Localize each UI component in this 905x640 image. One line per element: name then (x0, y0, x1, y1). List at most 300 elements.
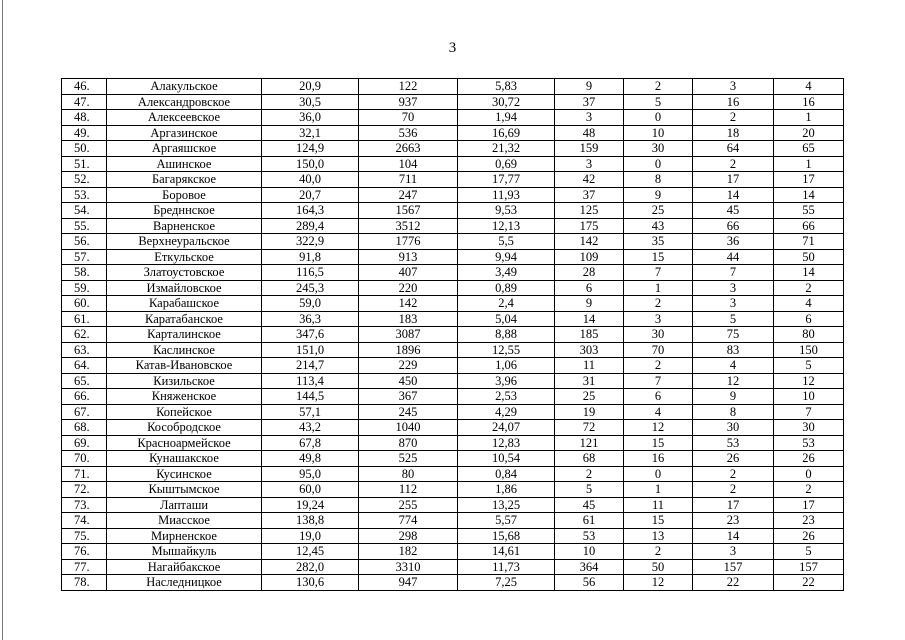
value-cell: 17 (693, 497, 774, 513)
value-cell: 59,0 (262, 296, 359, 312)
value-cell: 7,25 (458, 575, 555, 591)
value-cell: 17 (774, 172, 844, 188)
row-number-cell: 75. (62, 528, 107, 544)
value-cell: 913 (359, 249, 458, 265)
value-cell: 2 (624, 296, 693, 312)
value-cell: 26 (693, 451, 774, 467)
row-number-cell: 54. (62, 203, 107, 219)
value-cell: 37 (555, 94, 624, 110)
value-cell: 70 (624, 342, 693, 358)
value-cell: 4 (774, 79, 844, 95)
value-cell: 125 (555, 203, 624, 219)
value-cell: 247 (359, 187, 458, 203)
value-cell: 536 (359, 125, 458, 141)
value-cell: 1896 (359, 342, 458, 358)
value-cell: 80 (359, 466, 458, 482)
value-cell: 0 (624, 156, 693, 172)
value-cell: 18 (693, 125, 774, 141)
district-name-cell: Кыштымское (107, 482, 262, 498)
value-cell: 2 (624, 79, 693, 95)
value-cell: 72 (555, 420, 624, 436)
row-number-cell: 78. (62, 575, 107, 591)
value-cell: 112 (359, 482, 458, 498)
value-cell: 4 (624, 404, 693, 420)
value-cell: 182 (359, 544, 458, 560)
value-cell: 150 (774, 342, 844, 358)
district-name-cell: Красноармейское (107, 435, 262, 451)
value-cell: 57,1 (262, 404, 359, 420)
value-cell: 32,1 (262, 125, 359, 141)
row-number-cell: 48. (62, 110, 107, 126)
value-cell: 10 (774, 389, 844, 405)
table-row (62, 497, 844, 513)
table-row (62, 482, 844, 498)
value-cell: 43 (624, 218, 693, 234)
value-cell: 150,0 (262, 156, 359, 172)
table-row (62, 296, 844, 312)
value-cell: 19 (555, 404, 624, 420)
value-cell: 7 (774, 404, 844, 420)
value-cell: 298 (359, 528, 458, 544)
table-row (62, 218, 844, 234)
value-cell: 159 (555, 141, 624, 157)
value-cell: 245,3 (262, 280, 359, 296)
value-cell: 26 (774, 451, 844, 467)
table-row (62, 389, 844, 405)
value-cell: 17 (774, 497, 844, 513)
district-name-cell: Ашинское (107, 156, 262, 172)
value-cell: 15,68 (458, 528, 555, 544)
value-cell: 0 (624, 466, 693, 482)
district-name-cell: Алексеевское (107, 110, 262, 126)
value-cell: 12 (624, 420, 693, 436)
value-cell: 56 (555, 575, 624, 591)
value-cell: 121 (555, 435, 624, 451)
value-cell: 15 (624, 435, 693, 451)
row-number-cell: 50. (62, 141, 107, 157)
value-cell: 40,0 (262, 172, 359, 188)
table-row (62, 327, 844, 343)
district-name-cell: Кособродское (107, 420, 262, 436)
value-cell: 61 (555, 513, 624, 529)
district-name-cell: Кусинское (107, 466, 262, 482)
value-cell: 20,7 (262, 187, 359, 203)
value-cell: 6 (555, 280, 624, 296)
district-name-cell: Алакульское (107, 79, 262, 95)
page-edge-line (2, 0, 3, 640)
value-cell: 142 (359, 296, 458, 312)
value-cell: 20 (774, 125, 844, 141)
value-cell: 407 (359, 265, 458, 281)
value-cell: 322,9 (262, 234, 359, 250)
value-cell: 164,3 (262, 203, 359, 219)
value-cell: 4 (774, 296, 844, 312)
value-cell: 9 (555, 296, 624, 312)
district-name-cell: Златоустовское (107, 265, 262, 281)
value-cell: 0 (774, 466, 844, 482)
value-cell: 1,06 (458, 358, 555, 374)
value-cell: 347,6 (262, 327, 359, 343)
row-number-cell: 57. (62, 249, 107, 265)
value-cell: 3 (693, 79, 774, 95)
value-cell: 1 (624, 482, 693, 498)
district-name-cell: Наследницкое (107, 575, 262, 591)
value-cell: 15 (624, 513, 693, 529)
district-name-cell: Миасское (107, 513, 262, 529)
value-cell: 4,29 (458, 404, 555, 420)
district-name-cell: Верхнеуральское (107, 234, 262, 250)
value-cell: 49,8 (262, 451, 359, 467)
value-cell: 24,07 (458, 420, 555, 436)
value-cell: 2 (555, 466, 624, 482)
value-cell: 14 (774, 265, 844, 281)
value-cell: 23 (693, 513, 774, 529)
district-name-cell: Лапташи (107, 497, 262, 513)
district-name-cell: Карталинское (107, 327, 262, 343)
value-cell: 7 (693, 265, 774, 281)
value-cell: 80 (774, 327, 844, 343)
row-number-cell: 73. (62, 497, 107, 513)
value-cell: 6 (624, 389, 693, 405)
value-cell: 75 (693, 327, 774, 343)
row-number-cell: 68. (62, 420, 107, 436)
value-cell: 12 (693, 373, 774, 389)
value-cell: 20,9 (262, 79, 359, 95)
value-cell: 1 (774, 110, 844, 126)
value-cell: 2 (624, 544, 693, 560)
value-cell: 8 (624, 172, 693, 188)
value-cell: 12,45 (262, 544, 359, 560)
value-cell: 3087 (359, 327, 458, 343)
value-cell: 1040 (359, 420, 458, 436)
value-cell: 2 (774, 280, 844, 296)
value-cell: 9 (624, 187, 693, 203)
row-number-cell: 62. (62, 327, 107, 343)
value-cell: 11,93 (458, 187, 555, 203)
row-number-cell: 56. (62, 234, 107, 250)
value-cell: 5,5 (458, 234, 555, 250)
value-cell: 66 (693, 218, 774, 234)
value-cell: 5 (774, 544, 844, 560)
value-cell: 30 (624, 327, 693, 343)
value-cell: 30,72 (458, 94, 555, 110)
value-cell: 11 (555, 358, 624, 374)
value-cell: 53 (693, 435, 774, 451)
value-cell: 3 (693, 296, 774, 312)
value-cell: 19,0 (262, 528, 359, 544)
value-cell: 22 (774, 575, 844, 591)
value-cell: 2,4 (458, 296, 555, 312)
row-number-cell: 66. (62, 389, 107, 405)
value-cell: 8,88 (458, 327, 555, 343)
page-number: 3 (448, 40, 457, 56)
table-row (62, 513, 844, 529)
value-cell: 220 (359, 280, 458, 296)
district-name-cell: Измайловское (107, 280, 262, 296)
value-cell: 68 (555, 451, 624, 467)
table-row (62, 575, 844, 591)
row-number-cell: 60. (62, 296, 107, 312)
value-cell: 50 (624, 559, 693, 575)
value-cell: 5 (774, 358, 844, 374)
value-cell: 255 (359, 497, 458, 513)
district-name-cell: Карабашское (107, 296, 262, 312)
value-cell: 870 (359, 435, 458, 451)
value-cell: 2663 (359, 141, 458, 157)
row-number-cell: 67. (62, 404, 107, 420)
table-row (62, 94, 844, 110)
value-cell: 12,55 (458, 342, 555, 358)
value-cell: 130,6 (262, 575, 359, 591)
value-cell: 16,69 (458, 125, 555, 141)
value-cell: 151,0 (262, 342, 359, 358)
value-cell: 1776 (359, 234, 458, 250)
value-cell: 30 (774, 420, 844, 436)
value-cell: 16 (624, 451, 693, 467)
data-table (61, 78, 844, 591)
value-cell: 9 (555, 79, 624, 95)
value-cell: 2 (693, 466, 774, 482)
value-cell: 35 (624, 234, 693, 250)
value-cell: 11,73 (458, 559, 555, 575)
value-cell: 183 (359, 311, 458, 327)
value-cell: 367 (359, 389, 458, 405)
row-number-cell: 76. (62, 544, 107, 560)
value-cell: 214,7 (262, 358, 359, 374)
value-cell: 7 (624, 373, 693, 389)
value-cell: 21,32 (458, 141, 555, 157)
value-cell: 6 (774, 311, 844, 327)
value-cell: 947 (359, 575, 458, 591)
value-cell: 138,8 (262, 513, 359, 529)
row-number-cell: 47. (62, 94, 107, 110)
table-row (62, 249, 844, 265)
value-cell: 28 (555, 265, 624, 281)
district-name-cell: Каслинское (107, 342, 262, 358)
value-cell: 711 (359, 172, 458, 188)
value-cell: 525 (359, 451, 458, 467)
district-name-cell: Бредннское (107, 203, 262, 219)
value-cell: 48 (555, 125, 624, 141)
value-cell: 157 (693, 559, 774, 575)
row-number-cell: 46. (62, 79, 107, 95)
row-number-cell: 72. (62, 482, 107, 498)
row-number-cell: 55. (62, 218, 107, 234)
value-cell: 3 (693, 280, 774, 296)
district-name-cell: Еткульское (107, 249, 262, 265)
value-cell: 116,5 (262, 265, 359, 281)
value-cell: 3 (624, 311, 693, 327)
table-row (62, 311, 844, 327)
value-cell: 3 (555, 156, 624, 172)
table-row (62, 234, 844, 250)
table-row (62, 79, 844, 95)
value-cell: 14 (693, 528, 774, 544)
row-number-cell: 58. (62, 265, 107, 281)
value-cell: 95,0 (262, 466, 359, 482)
value-cell: 0 (624, 110, 693, 126)
table-row (62, 404, 844, 420)
table-row (62, 342, 844, 358)
value-cell: 5 (624, 94, 693, 110)
table-row (62, 528, 844, 544)
value-cell: 26 (774, 528, 844, 544)
row-number-cell: 64. (62, 358, 107, 374)
district-name-cell: Аргазинское (107, 125, 262, 141)
value-cell: 2 (774, 482, 844, 498)
value-cell: 23 (774, 513, 844, 529)
value-cell: 1,94 (458, 110, 555, 126)
district-name-cell: Боровое (107, 187, 262, 203)
value-cell: 0,84 (458, 466, 555, 482)
value-cell: 229 (359, 358, 458, 374)
value-cell: 10 (555, 544, 624, 560)
value-cell: 1,86 (458, 482, 555, 498)
value-cell: 43,2 (262, 420, 359, 436)
value-cell: 3,49 (458, 265, 555, 281)
row-number-cell: 52. (62, 172, 107, 188)
value-cell: 37 (555, 187, 624, 203)
value-cell: 0,69 (458, 156, 555, 172)
value-cell: 303 (555, 342, 624, 358)
value-cell: 25 (555, 389, 624, 405)
value-cell: 10 (624, 125, 693, 141)
value-cell: 1 (774, 156, 844, 172)
district-name-cell: Копейское (107, 404, 262, 420)
row-number-cell: 69. (62, 435, 107, 451)
row-number-cell: 71. (62, 466, 107, 482)
value-cell: 36,0 (262, 110, 359, 126)
value-cell: 67,8 (262, 435, 359, 451)
value-cell: 42 (555, 172, 624, 188)
district-name-cell: Мышайкуль (107, 544, 262, 560)
value-cell: 113,4 (262, 373, 359, 389)
value-cell: 12,83 (458, 435, 555, 451)
value-cell: 5,57 (458, 513, 555, 529)
value-cell: 50 (774, 249, 844, 265)
value-cell: 0,89 (458, 280, 555, 296)
row-number-cell: 53. (62, 187, 107, 203)
value-cell: 19,24 (262, 497, 359, 513)
value-cell: 5 (693, 311, 774, 327)
table-row (62, 358, 844, 374)
value-cell: 16 (774, 94, 844, 110)
value-cell: 3512 (359, 218, 458, 234)
value-cell: 3 (693, 544, 774, 560)
value-cell: 282,0 (262, 559, 359, 575)
value-cell: 3,96 (458, 373, 555, 389)
value-cell: 7 (624, 265, 693, 281)
value-cell: 13 (624, 528, 693, 544)
value-cell: 144,5 (262, 389, 359, 405)
value-cell: 14 (693, 187, 774, 203)
value-cell: 2 (693, 482, 774, 498)
value-cell: 14,61 (458, 544, 555, 560)
value-cell: 185 (555, 327, 624, 343)
district-name-cell: Кунашакское (107, 451, 262, 467)
value-cell: 14 (555, 311, 624, 327)
value-cell: 9,94 (458, 249, 555, 265)
value-cell: 10,54 (458, 451, 555, 467)
value-cell: 9 (693, 389, 774, 405)
value-cell: 5,83 (458, 79, 555, 95)
row-number-cell: 59. (62, 280, 107, 296)
table-row (62, 265, 844, 281)
value-cell: 36 (693, 234, 774, 250)
value-cell: 2 (693, 156, 774, 172)
value-cell: 16 (693, 94, 774, 110)
district-name-cell: Каратабанское (107, 311, 262, 327)
value-cell: 17,77 (458, 172, 555, 188)
value-cell: 22 (693, 575, 774, 591)
value-cell: 142 (555, 234, 624, 250)
value-cell: 66 (774, 218, 844, 234)
value-cell: 71 (774, 234, 844, 250)
value-cell: 64 (693, 141, 774, 157)
value-cell: 12,13 (458, 218, 555, 234)
value-cell: 3310 (359, 559, 458, 575)
value-cell: 83 (693, 342, 774, 358)
value-cell: 45 (555, 497, 624, 513)
value-cell: 450 (359, 373, 458, 389)
table-row (62, 187, 844, 203)
district-name-cell: Катав-Ивановское (107, 358, 262, 374)
value-cell: 25 (624, 203, 693, 219)
value-cell: 4 (693, 358, 774, 374)
district-name-cell: Багарякское (107, 172, 262, 188)
row-number-cell: 51. (62, 156, 107, 172)
value-cell: 65 (774, 141, 844, 157)
value-cell: 937 (359, 94, 458, 110)
value-cell: 109 (555, 249, 624, 265)
value-cell: 157 (774, 559, 844, 575)
row-number-cell: 77. (62, 559, 107, 575)
value-cell: 245 (359, 404, 458, 420)
value-cell: 13,25 (458, 497, 555, 513)
district-name-cell: Княженское (107, 389, 262, 405)
value-cell: 1 (624, 280, 693, 296)
table-row (62, 172, 844, 188)
table-row (62, 420, 844, 436)
value-cell: 11 (624, 497, 693, 513)
value-cell: 124,9 (262, 141, 359, 157)
value-cell: 55 (774, 203, 844, 219)
value-cell: 17 (693, 172, 774, 188)
value-cell: 774 (359, 513, 458, 529)
value-cell: 14 (774, 187, 844, 203)
value-cell: 104 (359, 156, 458, 172)
value-cell: 45 (693, 203, 774, 219)
value-cell: 70 (359, 110, 458, 126)
value-cell: 60,0 (262, 482, 359, 498)
row-number-cell: 49. (62, 125, 107, 141)
table-row (62, 125, 844, 141)
row-number-cell: 63. (62, 342, 107, 358)
value-cell: 289,4 (262, 218, 359, 234)
value-cell: 2,53 (458, 389, 555, 405)
value-cell: 9,53 (458, 203, 555, 219)
value-cell: 2 (693, 110, 774, 126)
district-name-cell: Александровское (107, 94, 262, 110)
row-number-cell: 74. (62, 513, 107, 529)
table-row (62, 110, 844, 126)
value-cell: 3 (555, 110, 624, 126)
table-row (62, 544, 844, 560)
district-name-cell: Нагайбакское (107, 559, 262, 575)
row-number-cell: 61. (62, 311, 107, 327)
value-cell: 44 (693, 249, 774, 265)
value-cell: 36,3 (262, 311, 359, 327)
